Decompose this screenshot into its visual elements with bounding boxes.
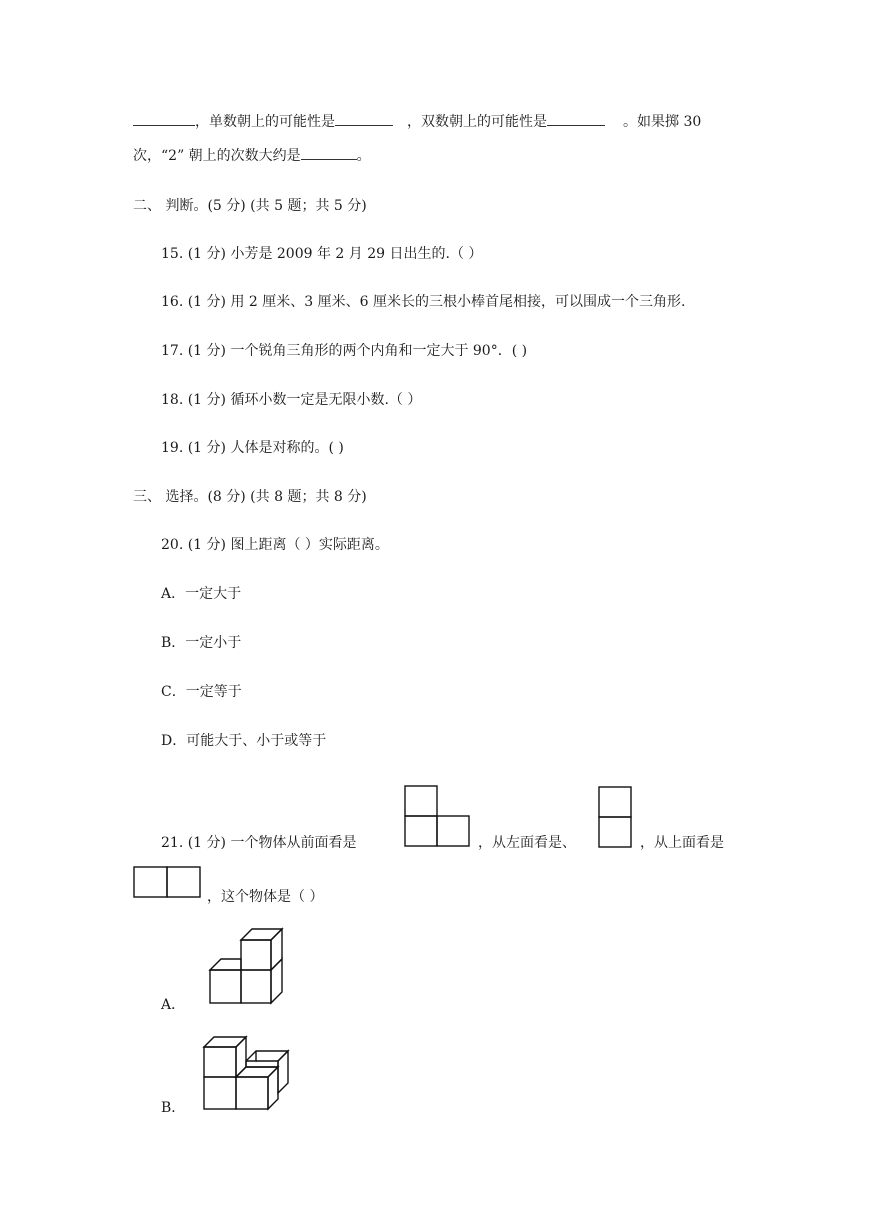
q14-text-d: 次，“2” 朝上的次数大约是 <box>133 148 301 164</box>
question-15: 15. (1 分) 小芳是 2009 年 2 月 29 日出生的.（ ） <box>161 246 483 262</box>
q14-line2 <box>133 146 371 166</box>
question-21-stem-a: 21. (1 分) 一个物体从前面看是 <box>161 835 357 851</box>
q14-text-b: ，双数朝上的可能性是 <box>407 114 547 130</box>
answer-blank[interactable] <box>301 147 357 160</box>
q14-text-c: 。如果掷 30 <box>623 114 702 130</box>
option-a-cube-figure <box>206 927 292 1007</box>
question-21-stem-d: ，这个物体是（ ） <box>207 889 324 905</box>
question-20-stem: 20. (1 分) 图上距离（ ）实际距离。 <box>161 537 389 553</box>
top-view-figure <box>133 866 201 898</box>
section-title: 三、 选择。(8 分) (共 8 题；共 8 分) <box>133 489 367 505</box>
question-19: 19. (1 分) 人体是对称的。( ) <box>161 440 344 456</box>
option-d[interactable]: D．可能大于、小于或等于 <box>161 733 327 749</box>
option-b[interactable]: B．一定小于 <box>161 635 242 651</box>
answer-blank[interactable] <box>335 113 393 126</box>
left-view-figure <box>598 786 632 848</box>
question-16: 16. (1 分) 用 2 厘米、3 厘米、6 厘米长的三根小棒首尾相接，可以围成一个三角形. <box>161 294 686 310</box>
option-c[interactable]: C．一定等于 <box>161 684 242 700</box>
q21-option-b[interactable]: B． <box>161 1100 186 1116</box>
option-b-cube-figure <box>200 1034 302 1114</box>
q14-text-a: ，单数朝上的可能性是 <box>195 114 335 130</box>
answer-blank[interactable] <box>133 113 195 126</box>
front-view-figure <box>404 785 470 847</box>
question-21-stem-b: ，从左面看是、 <box>478 835 576 851</box>
option-a[interactable]: A．一定大于 <box>161 586 242 602</box>
answer-blank[interactable] <box>547 113 605 126</box>
section-title: 二、 判断。(5 分) (共 5 题；共 5 分) <box>133 198 367 214</box>
question-18: 18. (1 分) 循环小数一定是无限小数.（ ） <box>161 392 422 408</box>
question-21-stem-c: ，从上面看是 <box>640 835 724 851</box>
q14-line1 <box>133 112 701 132</box>
q21-option-a[interactable]: A． <box>161 997 186 1013</box>
question-17: 17. (1 分) 一个锐角三角形的两个内角和一定大于 90°．( ) <box>161 343 528 359</box>
q14-text-e: 。 <box>356 148 371 164</box>
